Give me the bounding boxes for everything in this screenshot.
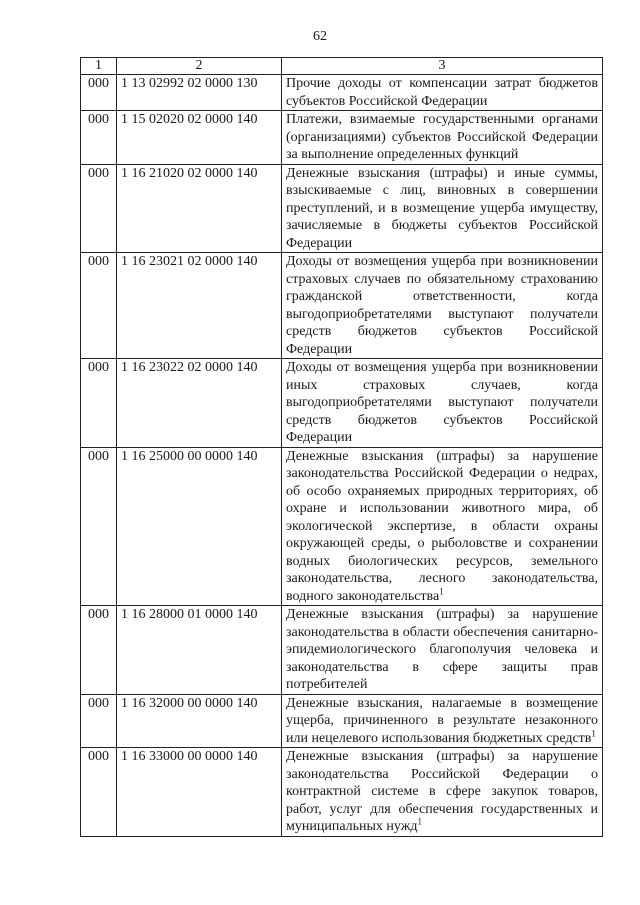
column-header-2: 2 [117,58,282,75]
admin-code-cell: 000 [81,253,117,359]
budget-classification-code-cell: 1 16 32000 00 0000 140 [117,694,282,748]
footnote-marker: 1 [417,816,423,827]
budget-classification-code-cell: 1 13 02992 02 0000 130 [117,75,282,111]
revenue-description-text: Доходы от возмещения ущерба при возникновении иных страховых случаев, когда выгодоприобретателями выступают получатели средств бюджетов субъектов Российской Федерации [286,360,598,445]
admin-code-cell: 000 [81,111,117,165]
admin-code-cell: 000 [81,694,117,748]
revenue-description-text: Денежные взыскания (штрафы) за нарушение законодательства Российской Федерации о контрактной системе в сфере закупок товаров, работ, услуг для обеспечения государственных и муниципальных нужд [286,749,598,834]
table-row [81,694,603,748]
budget-classification-code-cell: 1 16 23021 02 0000 140 [117,253,282,359]
revenue-description-cell [282,253,603,359]
table-row [81,748,603,837]
revenue-description-text: Денежные взыскания (штрафы) за нарушение законодательства в области обеспечения санитарно-эпидемиологического благополучия человека и законодательства в сфере защиты прав потребителей [286,607,598,692]
budget-classification-code-cell: 1 16 21020 02 0000 140 [117,164,282,253]
revenue-description-text: Денежные взыскания, налагаемые в возмещение ущерба, причиненного в результате незаконного или нецелевого использования бюджетных средств [286,695,598,746]
column-header-1: 1 [81,58,117,75]
revenue-description-cell [282,111,603,165]
budget-classification-code-cell: 1 16 33000 00 0000 140 [117,748,282,837]
budget-revenue-table [80,57,603,837]
admin-code-cell: 000 [81,748,117,837]
revenue-description-text: Денежные взыскания (штрафы) за нарушение законодательства Российской Федерации о недрах, об особо охраняемых природных территориях, об охране и использовании животного мира, об экологической экспертизе, в области охраны окружающей среды, о рыболовстве и сохранении водных биологических ресурсов, земельного законодательства, лесного законодательства, водного законодательства [286,448,598,604]
admin-code-cell: 000 [81,447,117,606]
revenue-description-cell [282,75,603,111]
table-body [81,75,603,837]
table-row [81,359,603,448]
revenue-description-cell [282,164,603,253]
revenue-description-text: Платежи, взимаемые государственными органами (организациями) субъектов Российской Федерации за выполнение определенных функций [286,112,598,162]
revenue-description-text: Прочие доходы от компенсации затрат бюджетов субъектов Российской Федерации [286,76,598,109]
admin-code-cell: 000 [81,359,117,448]
table-row [81,111,603,165]
footnote-marker: 1 [439,585,444,596]
revenue-description-cell [282,606,603,695]
admin-code-cell: 000 [81,606,117,695]
revenue-description-cell [282,748,603,837]
table-row [81,164,603,253]
admin-code-cell: 000 [81,75,117,111]
revenue-description-text: Денежные взыскания (штрафы) и иные суммы, взыскиваемые с лиц, виновных в совершении преступлений, и в возмещение ущерба имуществу, зачисляемые в бюджеты субъектов Российской Федерации [286,165,598,251]
budget-classification-code-cell: 1 16 23022 02 0000 140 [117,359,282,448]
table-row [81,75,603,111]
table-row [81,606,603,695]
budget-classification-code-cell: 1 16 25000 00 0000 140 [117,447,282,606]
table-row [81,253,603,359]
budget-classification-code-cell: 1 16 28000 01 0000 140 [117,606,282,695]
table-header-row [81,58,603,75]
column-header-3: 3 [282,58,603,75]
revenue-description-text: Доходы от возмещения ущерба при возникновении страховых случаев по обязательному страхованию гражданской ответственности, когда выгодоприобретателями выступают получатели средств бюджетов субъектов Российской Федерации [286,254,598,357]
table-row [81,447,603,606]
footnote-marker: 1 [591,727,596,738]
budget-classification-code-cell: 1 15 02020 02 0000 140 [117,111,282,165]
revenue-description-cell [282,694,603,748]
page-number: 62 [313,29,327,44]
revenue-description-cell [282,447,603,606]
admin-code-cell: 000 [81,164,117,253]
revenue-description-cell [282,359,603,448]
